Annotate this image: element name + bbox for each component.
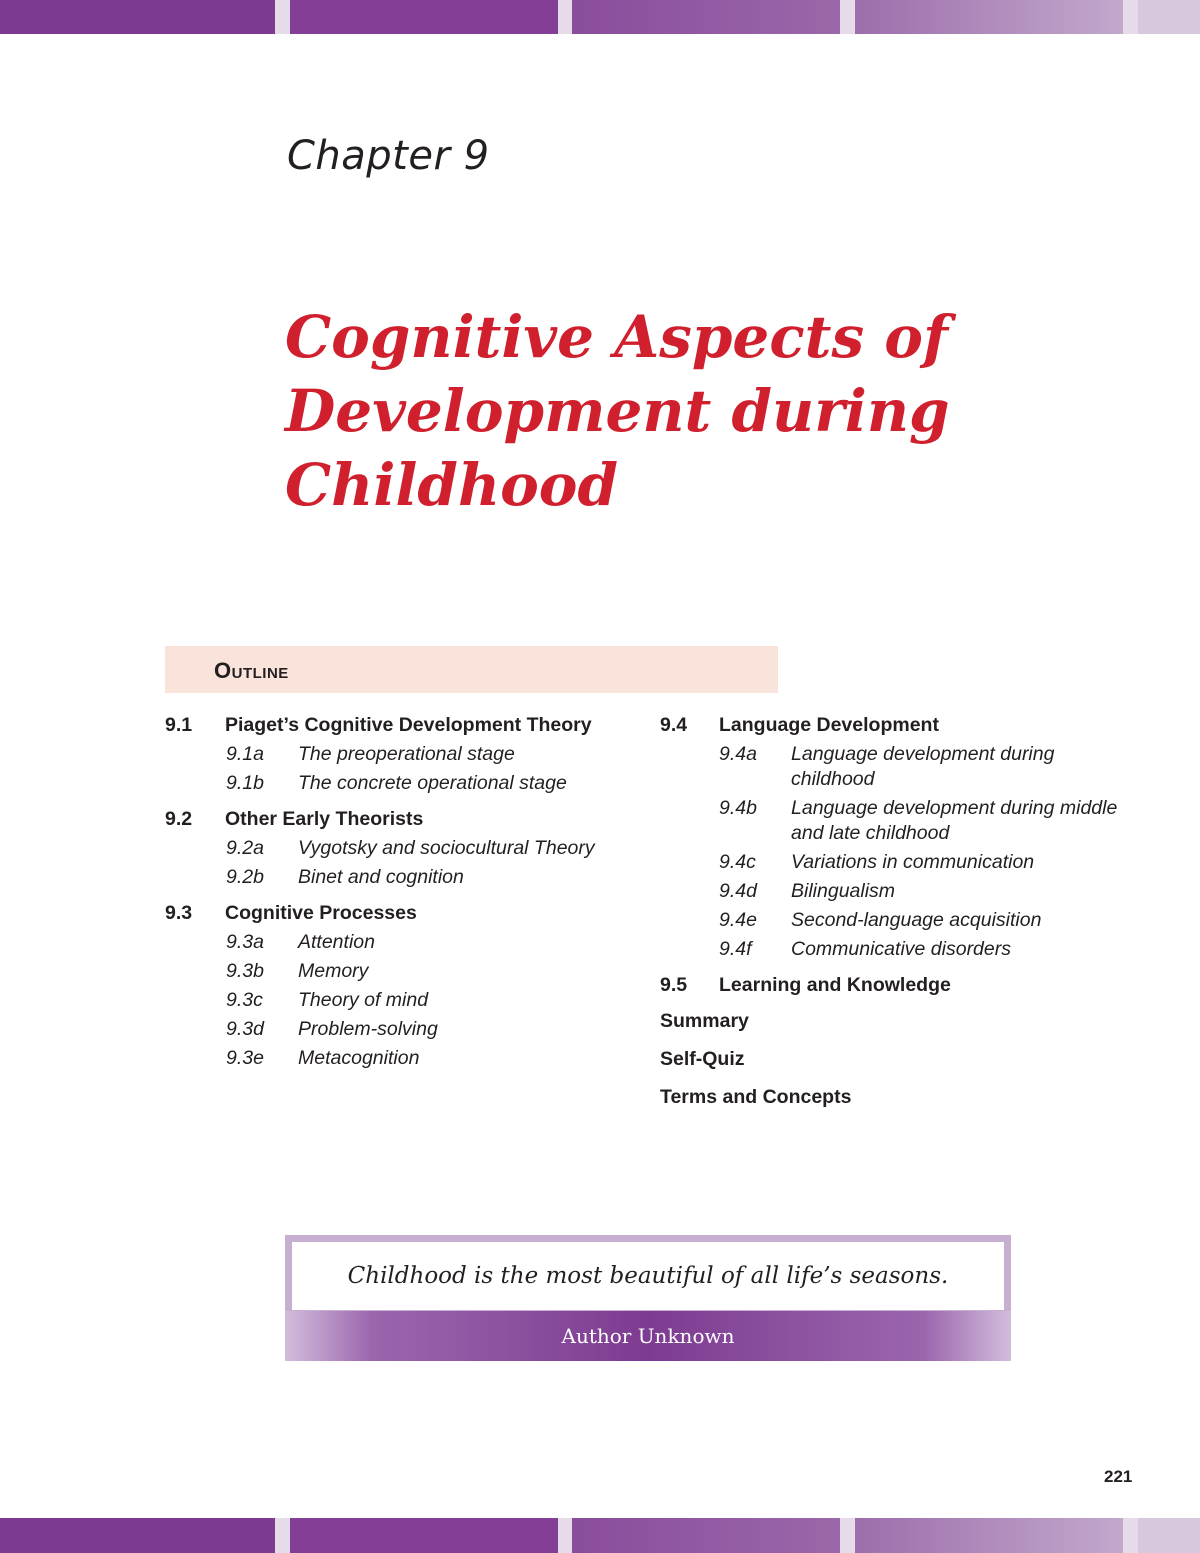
subsection-number: 9.3d [226,1018,264,1040]
quote-author-band [285,1311,1011,1361]
outline-section-heading [165,900,645,926]
subsection-number: 9.2a [226,837,264,859]
bottom-decorative-bar [0,1518,1200,1553]
chapter-title [285,300,985,522]
outline-extra-item: Summary [660,1010,749,1032]
section-title: Learning and Knowledge [719,974,951,996]
outline-subsection [165,988,645,1013]
subsection-number: 9.4d [719,880,757,902]
outline-section [165,806,645,890]
chapter-label: Chapter 9 [287,133,490,179]
subsection-number: 9.1a [226,743,264,765]
page-number: 221 [1104,1467,1133,1486]
chapter-title-line: Childhood [285,451,619,519]
subsection-number: 9.3b [226,960,264,982]
outline-right-column [660,712,1130,1122]
subsection-title: The concrete operational stage [298,772,567,794]
outline-subsection [660,879,1130,904]
outline-section [660,712,1130,962]
section-title: Other Early Theorists [225,808,424,830]
section-title: Piaget’s Cognitive Development Theory [225,714,592,736]
section-number: 9.2 [165,808,193,830]
section-number: 9.1 [165,714,193,736]
outline-subsection [660,850,1130,875]
subsection-title: Attention [298,931,375,953]
subsection-number: 9.3c [226,989,263,1011]
subsection-title: Language development during middle and late childhood [791,797,1118,844]
outline-extra-item: Terms and Concepts [660,1086,852,1108]
section-number: 9.4 [660,714,688,736]
outline-subsection [660,796,1130,846]
outline-header [165,646,778,693]
outline-subsection [165,742,645,767]
subsection-number: 9.3a [226,931,264,953]
subsection-title: Variations in communication [791,851,1035,873]
subsection-title: Communicative disorders [791,938,1011,960]
quote-text: Childhood is the most beautiful of all life’s seasons. [347,1263,949,1289]
outline-heading: Outline [214,658,289,683]
subsection-number: 9.4c [719,851,756,873]
subsection-title: Metacognition [298,1047,420,1069]
outline-subsection [660,937,1130,962]
outline-subsection [165,930,645,955]
outline-section [165,900,645,1071]
quote-box [285,1235,1011,1361]
outline-section [165,712,645,796]
subsection-title: Vygotsky and sociocultural Theory [298,837,595,859]
subsection-title: Bilingualism [791,880,896,902]
subsection-number: 9.4b [719,797,757,819]
subsection-title: Language development during childhood [791,743,1055,790]
top-decorative-bar [0,0,1200,34]
subsection-title: Theory of mind [298,989,429,1011]
section-title: Language Development [719,714,939,736]
outline-section-heading [165,806,645,832]
subsection-number: 9.1b [226,772,264,794]
outline-section [660,972,1130,998]
outline-subsection [165,1046,645,1071]
subsection-title: Binet and cognition [298,866,464,888]
section-number: 9.5 [660,974,688,996]
subsection-number: 9.4a [719,743,757,765]
subsection-title: The preoperational stage [298,743,515,765]
section-title: Cognitive Processes [225,902,417,924]
subsection-number: 9.3e [226,1047,264,1069]
outline-subsection [165,771,645,796]
outline-section-heading [165,712,645,738]
outline-left-column [165,712,645,1081]
outline-subsection [165,836,645,861]
section-number: 9.3 [165,902,193,924]
outline-subsection [660,908,1130,933]
subsection-number: 9.2b [226,866,264,888]
outline-extra-item: Self-Quiz [660,1048,745,1070]
chapter-title-line: Cognitive Aspects of [285,303,948,371]
outline-subsection [165,865,645,890]
outline-section-heading [660,712,1130,738]
chapter-title-line: Development during [285,377,950,445]
outline-subsection [660,742,1130,792]
subsection-number: 9.4e [719,909,757,931]
outline-subsection [165,959,645,984]
quote-author: Author Unknown [561,1324,735,1348]
subsection-title: Problem-solving [298,1018,438,1040]
outline-subsection [165,1017,645,1042]
subsection-title: Memory [298,960,369,982]
outline-section-heading [660,972,1130,998]
subsection-title: Second-language acquisition [791,909,1042,931]
subsection-number: 9.4f [719,938,752,960]
quote-panel [292,1242,1004,1310]
